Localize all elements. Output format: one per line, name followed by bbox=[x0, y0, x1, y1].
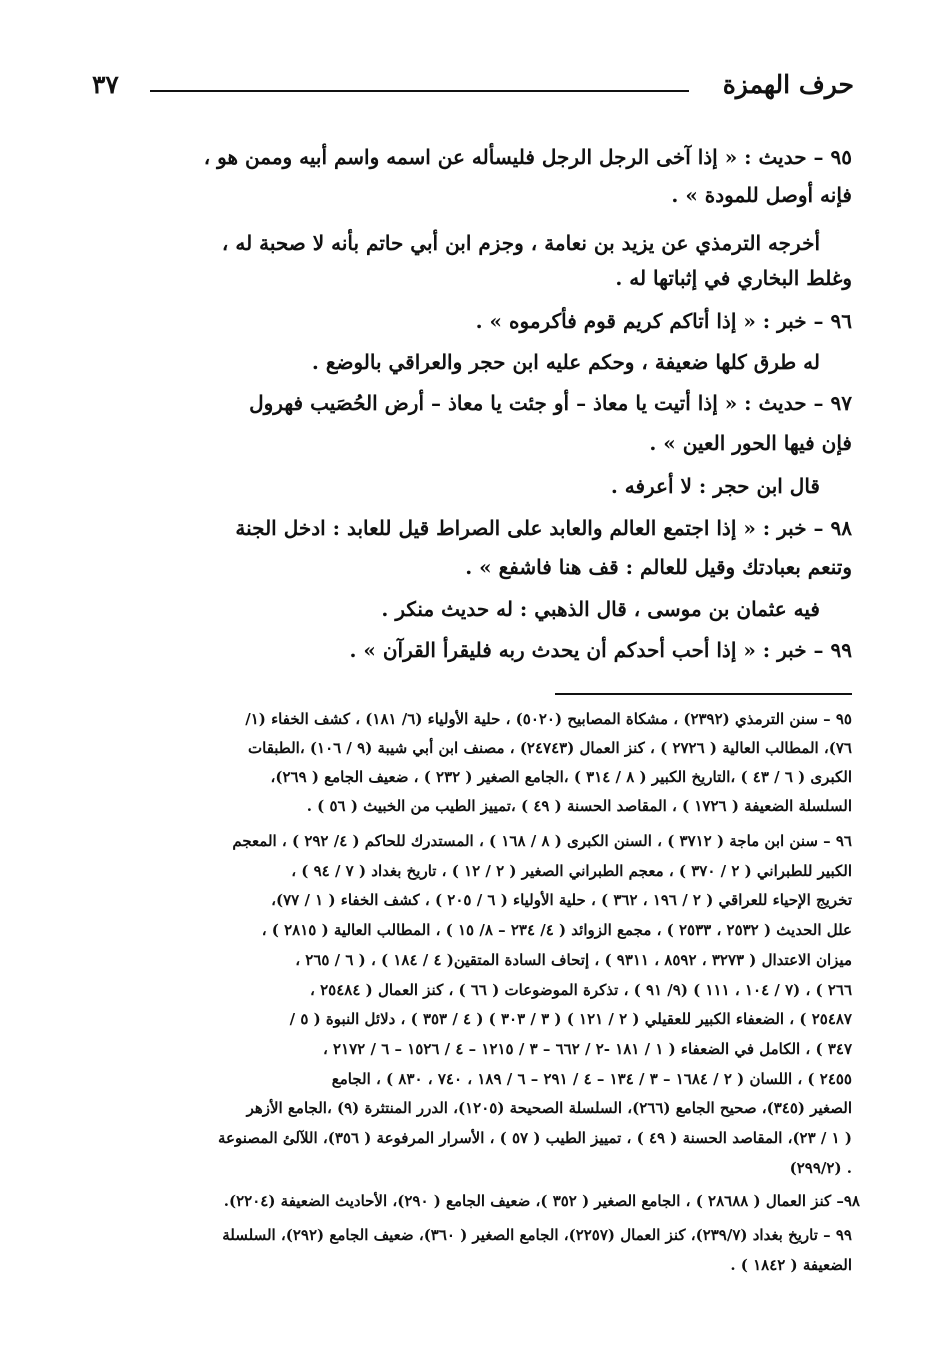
footnote-96-line-1: ٩٦ – سنن ابن ماجة ( ٣٧١٢ ) ، السنن الكبرى ( ٨ / ١٦٨ ) ، المستدرك للحاكم ( ٤/ ٢٩٢ ) ، المعجم bbox=[232, 832, 852, 850]
hadith-98-line-1: ٩٨ – خبر : « إذا اجتمع العالم والعابد على الصراط قيل للعابد : ادخل الجنة bbox=[235, 516, 852, 540]
footnote-96-line-12: (٢٩٩/٢) . bbox=[789, 1159, 852, 1177]
footnote-96-line-8: ٣٤٧ ) ، الكامل في الضعفاء ( ١ / ١٨١ -٢ / ٦٦٢ – ٣ / ١٢١٥ – ٤ / ١٥٢٦ – ٦ / ٢١٧٢ ، bbox=[322, 1040, 852, 1058]
hadith-97-line-2: فإن فيها الحور العين » . bbox=[649, 431, 852, 455]
page-header bbox=[92, 68, 854, 108]
footnote-96-line-10: الصغير (٣٤٥)، صحيح الجامع (٢٦٦)، السلسلة الصحيحة (١٢٠٥)، الدرر المنتثرة (٩) ،الجامع الأزهر bbox=[246, 1099, 852, 1117]
hadith-95-line-2: فإنه أوصل للمودة » . bbox=[671, 183, 852, 207]
footnote-96-line-11: ( ١ / ٢٣)، المقاصد الحسنة ( ٤٩ ) ، تمييز الطيب ( ٥٧ ) ، الأسرار المرفوعة ( ٣٥٦)، اللآلئ المصنوعة bbox=[218, 1129, 852, 1147]
hadith-97-commentary: قال ابن حجر : لا أعرفه . bbox=[610, 474, 820, 498]
chapter-title: حرف الهمزة bbox=[722, 70, 854, 99]
hadith-98-line-2: وتنعم بعبادتك وقيل للعالم : قف هنا فاشفع » . bbox=[465, 555, 852, 579]
footnote-96-line-9: ٢٤٥٥ ) ، اللسان ( ٢ / ١٦٨٤ – ٣ / ١٣٤ – ٤ / ٢٩١ – ٦ / ١٨٩ ، ٧٤٠ ، ٨٣٠ ) ، الجامع bbox=[331, 1070, 852, 1088]
hadith-95-line-1: ٩٥ – حديث : « إذا آخى الرجل الرجل فليسأله عن اسمه واسم أبيه وممن هو ، bbox=[203, 145, 852, 169]
footnote-99-line-1: ٩٩ – تاريخ بغداد (٢٣٩/٧)، كنز العمال (٢٢٥٧)، الجامع الصغير ( ٣٦٠)، ضعيف الجامع (٢٩٢)، السلسلة bbox=[222, 1226, 852, 1244]
footnote-96-line-5: ميزان الاعتدال ( ٣٢٧٣ ، ٨٥٩٢ ، ٩٣١١ ) ، إتحاف السادة المتقين( ٤ / ١٨٤ ) ، ( ٦ / ٢٦٥ ، bbox=[295, 951, 852, 969]
hadith-99-line: ٩٩ – خبر : « إذا أحب أحدكم أن يحدث ربه فليقرأ القرآن » . bbox=[349, 638, 852, 662]
footnote-95-line-4: السلسلة الضعيفة ( ١٧٢٦ ) ، المقاصد الحسنة ( ٤٩ ) ،تمييز الطيب من الخبيث ( ٥٦ ) . bbox=[306, 797, 852, 815]
hadith-98-commentary: فيه عثمان بن موسى ، قال الذهبي : له حديث منكر . bbox=[381, 597, 820, 621]
hadith-97-line-1: ٩٧ – حديث : « إذا أتيت يا معاذ – أو جئت يا معاذ – أرض الحُصَيب فهرول bbox=[249, 391, 852, 415]
hadith-95-commentary-line-1: أخرجه الترمذي عن يزيد بن نعامة ، وجزم ابن أبي حاتم بأنه لا صحبة له ، bbox=[221, 231, 820, 255]
footnote-98-line: ٩٨– كنز العمال ( ٢٨٦٨٨ ) ، الجامع الصغير ( ٣٥٢ )، ضعيف الجامع ( ٢٩٠)، الأحاديث الضعيفة (٢٢٠٤). bbox=[223, 1192, 860, 1210]
footnote-96-line-4: علل الحديث ( ٢٥٣٢ ، ٢٥٣٣ ) ، مجمع الزوائد ( ٤/ ٢٣٤ – ٨/ ١٥ ) ، المطالب العالية ( ٢٨١٥ ) ، bbox=[261, 921, 852, 939]
header-rule bbox=[150, 90, 689, 92]
footnote-95-line-2: ٧٦)، المطالب العالية ( ٢٧٢٦ ) ، كنز العمال (٢٤٧٤٣) ، مصنف ابن أبي شيبة (٩ / ١٠٦) ،الطبقات bbox=[248, 739, 852, 757]
hadith-96-commentary: له طرق كلها ضعيفة ، وحكم عليه ابن حجر والعراقي بالوضع . bbox=[311, 350, 820, 374]
footnote-separator bbox=[555, 693, 852, 695]
hadith-95-commentary-line-2: وغلط البخاري في إثباتها له . bbox=[615, 266, 852, 290]
footnote-95-line-1: ٩٥ – سنن الترمذي (٢٣٩٢) ، مشكاة المصابيح (٥٠٢٠) ، حلية الأولياء (٦/ ١٨١) ، كشف الخفاء (١/ bbox=[245, 710, 852, 728]
footnote-99-line-2: الضعيفة ( ١٨٤٢ ) . bbox=[730, 1256, 852, 1274]
footnote-96-line-7: ٢٥٤٨٧ ) ، الضعفاء الكبير للعقيلي ( ٢ / ١٢١ ) ( ٣ / ٣٠٣ ) ( ٤ / ٣٥٣ ) ، دلائل النبوة ( ٥ / bbox=[289, 1010, 852, 1028]
footnote-95-line-3: الكبرى ( ٦ / ٤٣ ) ،التاريخ الكبير ( ٨ / ٣١٤ ) ،الجامع الصغير ( ٢٣٢ ) ، ضعيف الجامع ( ٢٦٩)، bbox=[270, 768, 852, 786]
footnote-96-line-3: تخريج الإحياء للعراقي ( ٢ / ١٩٦ ، ٣٦٢ ) ، حلية الأولياء ( ٦ / ٢٠٥ ) ، كشف الخفاء ( ١ / ٧٧)، bbox=[271, 891, 852, 909]
footnote-96-line-2: الكبير للطبراني ( ٢ / ٣٧٠ ) ، معجم الطبراني الصغير ( ٢ / ١٢ ) ، تاريخ بغداد ( ٧ / ٩٤ ) ، bbox=[291, 862, 852, 880]
page-number: ٣٧ bbox=[92, 70, 119, 99]
footnote-96-line-6: ٢٦٦ ) ، (٧ / ١٠٤ ، ١١١ ) (٩/ ٩١ ) ، تذكرة الموضوعات ( ٦٦ ) ، كنز العمال ( ٢٥٤٨٤ ، bbox=[310, 981, 852, 999]
hadith-96-line: ٩٦ – خبر : « إذا أتاكم كريم قوم فأكرموه » . bbox=[475, 309, 852, 333]
